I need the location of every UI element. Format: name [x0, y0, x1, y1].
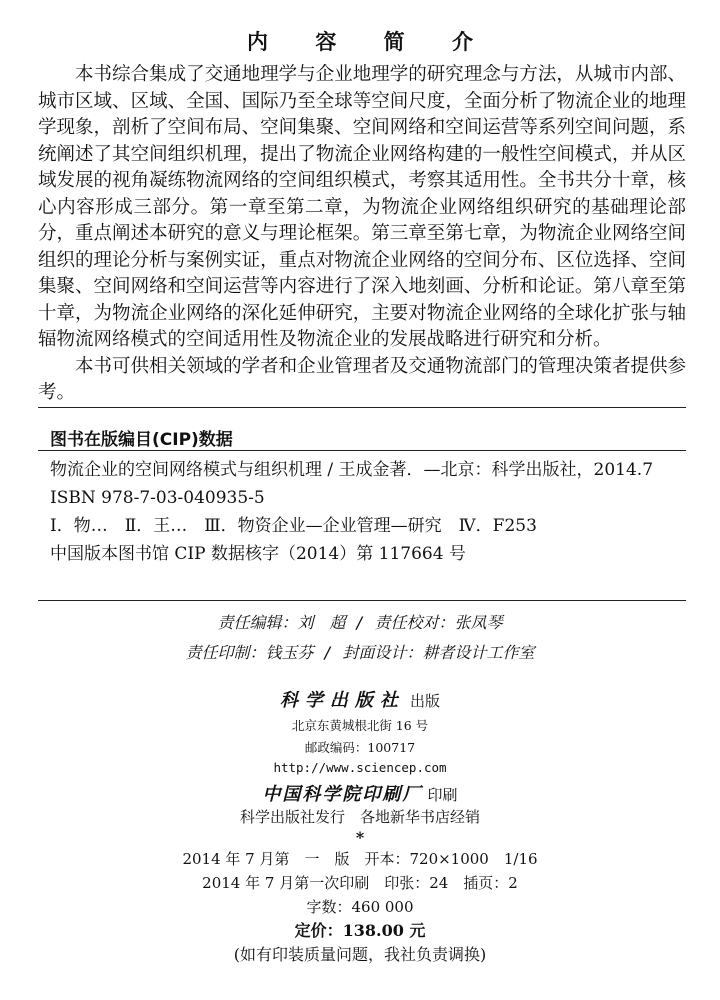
word-count: 字数：460 000: [306, 898, 414, 916]
credits-line-1: 责任编辑：刘 超 / 责任校对：张凤琴: [217, 613, 503, 632]
publisher-address: 北京东黄城根北街 16 号: [291, 718, 429, 733]
summary-paragraph-2: 本书可供相关领域的学者和企业管理者及交通物流部门的管理决策者提供参考。: [38, 355, 686, 403]
cip-divider: [38, 450, 686, 451]
printer-name: 中国科学院印刷厂: [262, 784, 423, 805]
edition-line: 2014 年 7 月第 一 版 开本：720×1000 1/16: [182, 850, 538, 868]
postal-code: 邮政编码：100717: [304, 740, 416, 755]
publisher-line: [0, 686, 720, 712]
price: 定价：138.00 元: [294, 921, 426, 940]
publisher-name: 科学出版社: [279, 690, 405, 711]
printing-line: 2014 年 7 月第一次印刷 印张：24 插页：2: [202, 874, 518, 892]
quality-notice: (如有印装质量问题，我社负责调换): [233, 945, 487, 964]
publisher-suffix: 出版: [410, 692, 441, 710]
page-heading: 内 容 简 介: [247, 30, 493, 54]
section-divider: [38, 407, 686, 408]
content-summary: [38, 62, 686, 407]
cip-title: 图书在版编目(CIP)数据: [50, 430, 233, 450]
separator-asterisk: *: [355, 828, 365, 847]
printer-line: [0, 780, 720, 806]
cip-record-line: 物流企业的空间网络模式与组织机理 / 王成金著．—北京：科学出版社，2014.7: [50, 460, 654, 480]
credits-divider: [38, 600, 686, 601]
summary-paragraph-1: 本书综合集成了交通地理学与企业地理学的研究理念与方法，从城市内部、城市区域、区域、全国、国际乃至全球等空间尺度，全面分析了物流企业的地理学现象，剖析了空间布局、空间集聚、空间网络和空间运营等系列空间问题，系统阐述了其空间组织机理，提出了物流企业网络构建的一般性空间模式，并从区域发展的视角凝练物流网络的空间组织模式，考察其适用性。全书共分十章，核心内容形成三部分。第一章至第二章，为物流企业网络组织研究的基础理论部分，重点阐述本研究的意义与理论框架。第三章至第七章，为物流企业网络空间组织的理论分析与案例实证，重点对物流企业网络的空间分布、区位选择、空间集聚、空间网络和空间运营等内容进行了深入地刻画、分析和论证。第八章至第十章，为物流企业网络的深化延伸研究，主要对物流企业网络的全球化扩张与轴辐物流网络模式的空间适用性及物流企业的发展战略进行研究和分析。: [38, 64, 686, 350]
cip-isbn: ISBN 978-7-03-040935-5: [50, 488, 265, 508]
distribution-line: 科学出版社发行 各地新华书店经销: [239, 808, 480, 826]
printer-suffix: 印刷: [427, 786, 458, 804]
cip-record: [50, 456, 686, 568]
website: http://www.sciencep.com: [273, 760, 447, 775]
cip-classification: Ⅰ．物… Ⅱ．王… Ⅲ．物资企业—企业管理—研究 Ⅳ．F253: [50, 516, 537, 536]
credits-line-2: 责任印制：钱玉芬 / 封面设计：耕者设计工作室: [185, 643, 535, 662]
cip-number: 中国版本图书馆 CIP 数据核字（2014）第 117664 号: [50, 544, 466, 564]
